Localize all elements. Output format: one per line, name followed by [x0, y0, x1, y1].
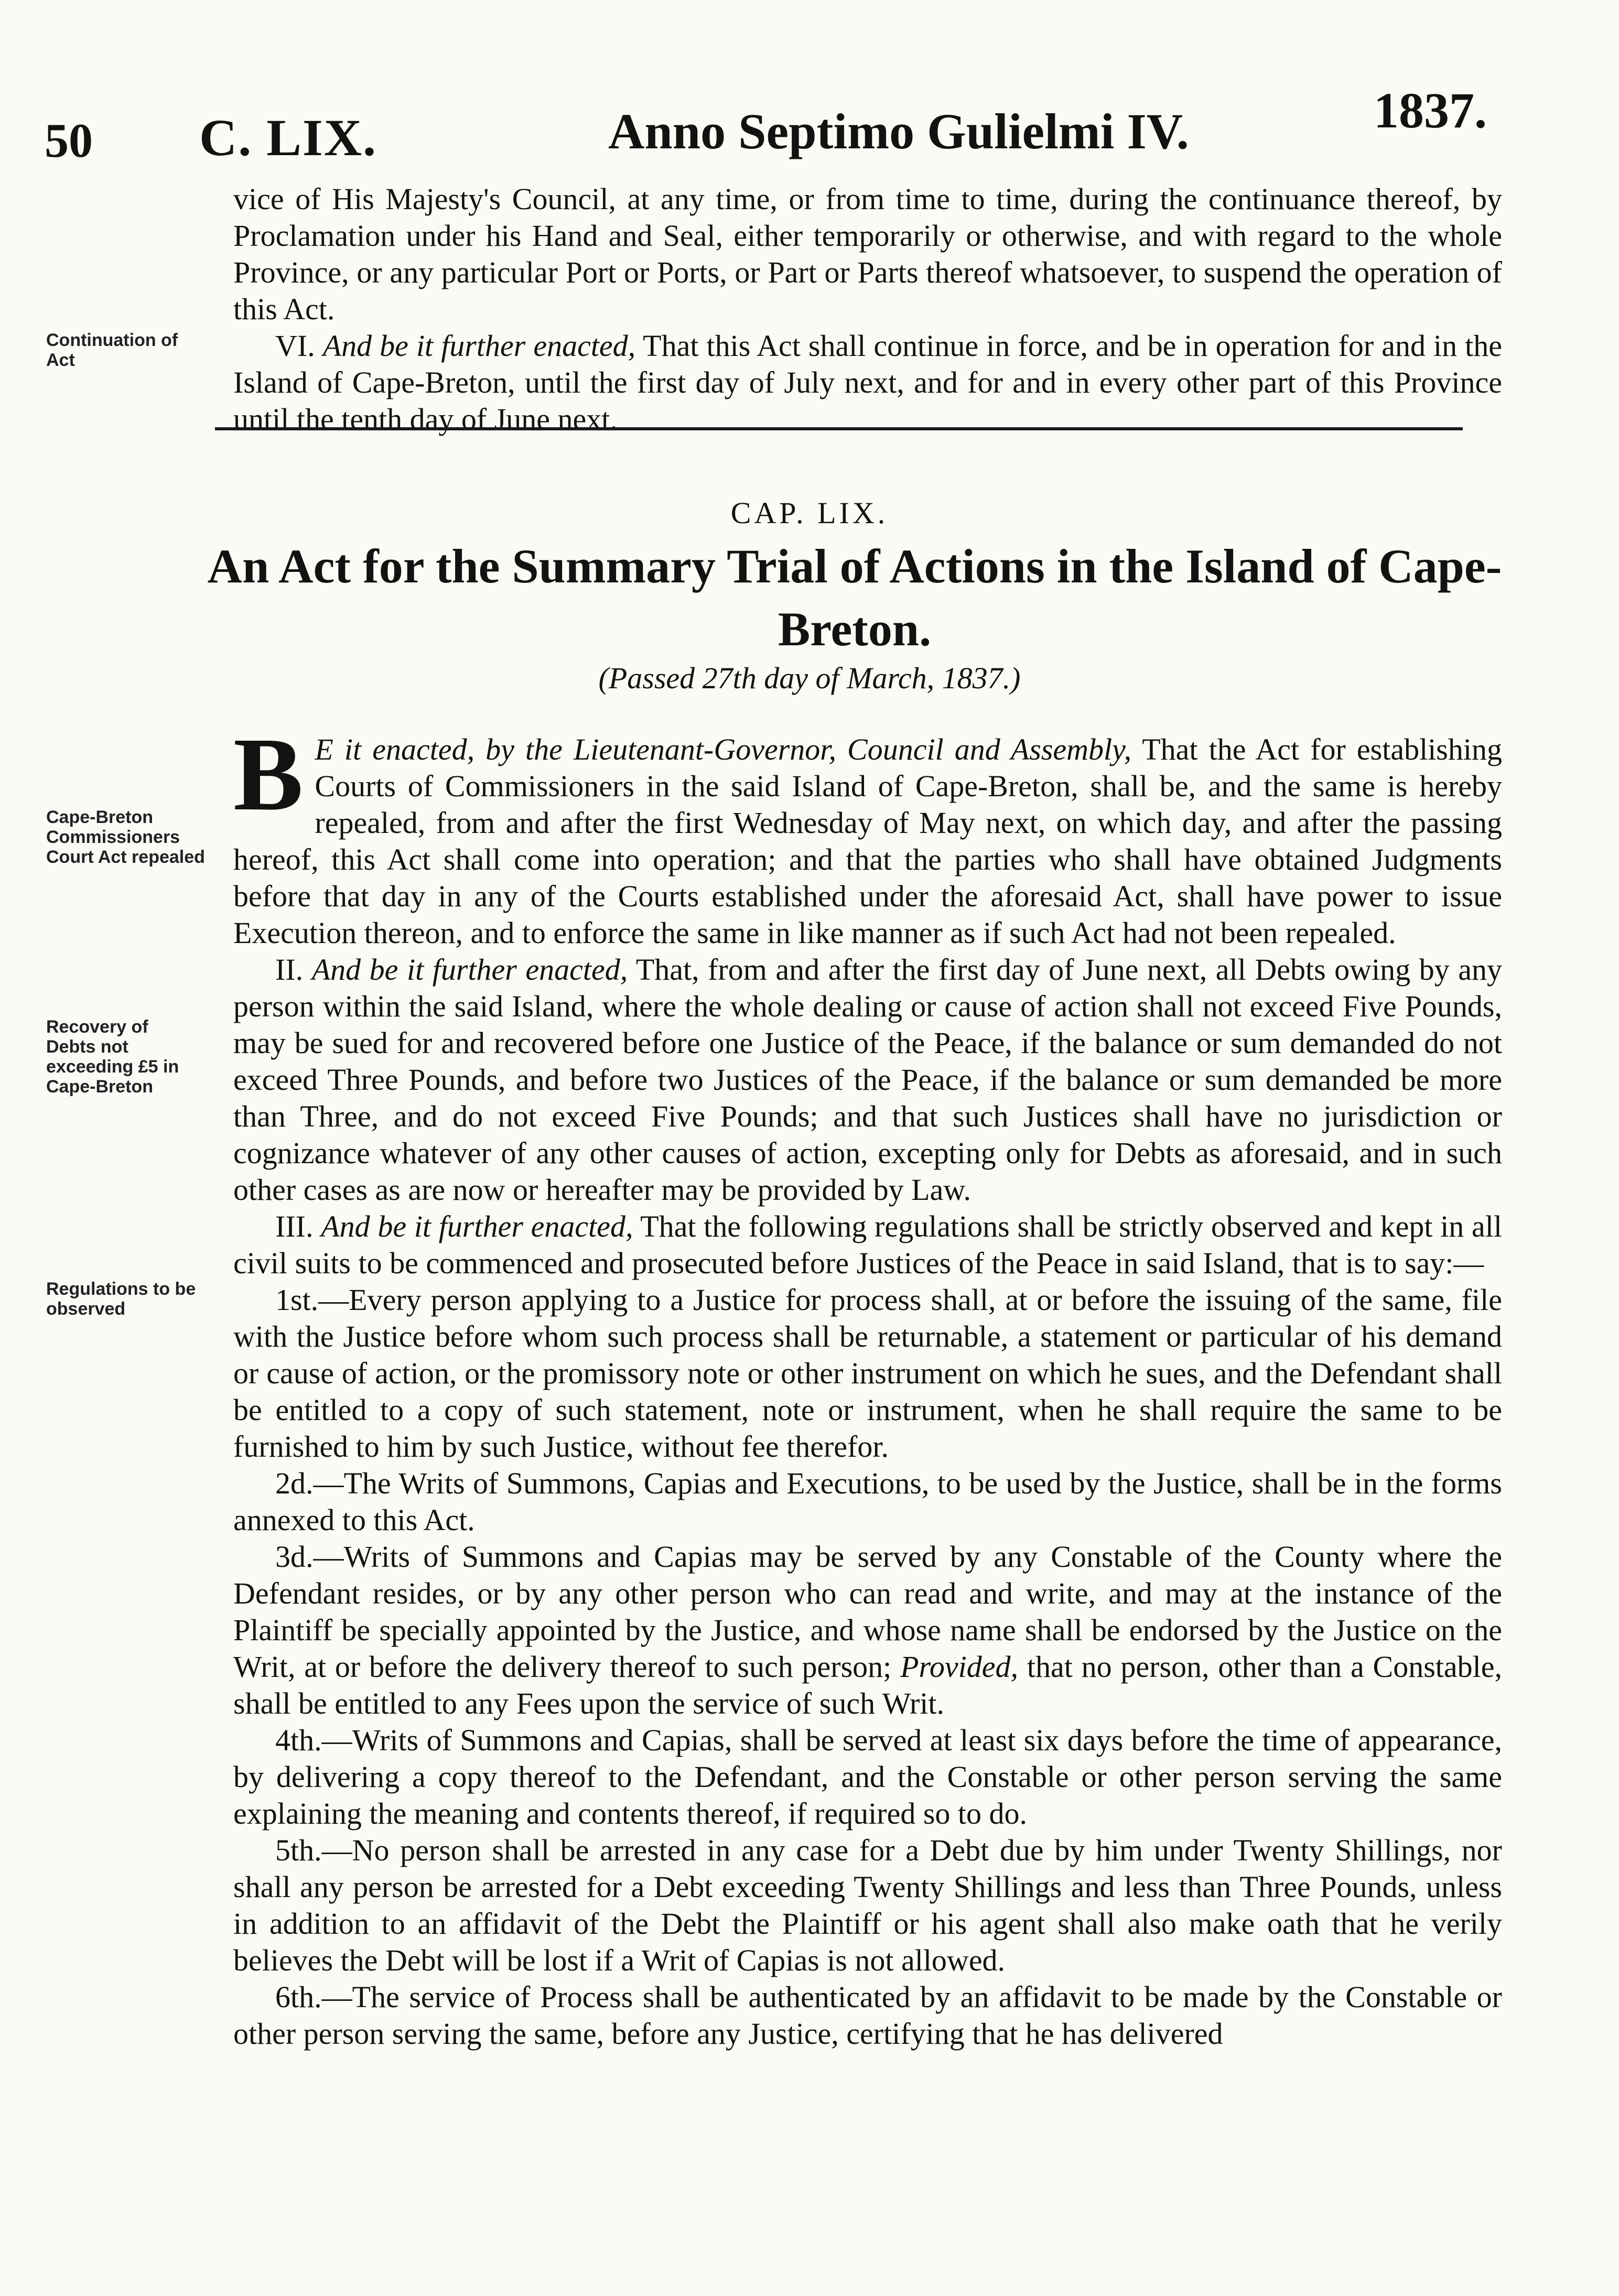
regulation-5: 5th.—No person shall be arrested in any case for a Debt due by him under Twenty Shillings, nor shall any person be arrested for a Debt exceeding Twenty Shillings and less than Three Pounds, unless in addition to an affidavit of the Debt the Plaintiff or his agent shall also make oath that he verily believes the Debt will be lost if a Writ of Capias is not allowed.	[233, 1833, 1502, 1977]
chapter-number: C. LIX.	[199, 109, 377, 167]
section-number: II.	[275, 952, 304, 987]
section-lead: And be it further enacted,	[322, 329, 636, 363]
section-3	[233, 1208, 1502, 1282]
paragraph-continuation: vice of His Majesty's Council, at any time, or from time to time, during the continuance thereof, by Proclamation under his Hand and Seal, either temporarily or otherwise, and with regard to the whole Province, or any particular Port or Ports, or Part or Parts thereof whatsoever, to suspend the operation of this Act.	[233, 182, 1502, 326]
section-1	[233, 717, 1502, 951]
running-title: Anno Septimo Gulielmi IV.	[608, 103, 1189, 159]
regulation-2: 2d.—The Writs of Summons, Capias and Executions, to be used by the Justice, shall be in the forms annexed to this Act.	[233, 1466, 1502, 1537]
enacting-clause: E it enacted, by the Lieutenant-Governor, Council and Assembly,	[315, 732, 1132, 766]
regulation-1: 1st.—Every person applying to a Justice for process shall, at or before the issuing of the same, file with the Justice before whom such process shall be returnable, a statement or particular of his demand or cause of action, or the promissory note or other instrument on which he sues, and the Defendant shall be entitled to a copy of such statement, note or instrument, when he shall require the same to be furnished to him by such Justice, without fee therefor.	[233, 1283, 1502, 1464]
page-header	[42, 82, 1489, 176]
section-number: III.	[275, 1209, 314, 1243]
proviso: Provided,	[900, 1650, 1019, 1684]
regulation-3	[233, 1539, 1502, 1722]
regulation-text: 3d.—Writs of Summons and Capias may be served by any Constable of the County where the Defendant resides, or by any other person who can read and write, and may at the instance of the Plaintiff be specially appointed by the Justice, and whose name shall be endorsed by the Justice on the Writ, at or before the delivery thereof to such person;	[233, 1540, 1502, 1684]
section-number: VI.	[275, 329, 315, 363]
regulation-6: 6th.—The service of Process shall be authenticated by an affidavit to be made by the Constable or other person serving the same, before any Justice, certifying that he has delivered	[233, 1980, 1502, 2051]
page-number: 50	[45, 114, 93, 167]
section-text: That the following regulations shall be strictly observed and kept in all civil suits to be commenced and prosecuted before Justices of the Peace in said Island, that is to say:—	[233, 1209, 1503, 1280]
section-text: That, from and after the first day of June next, all Debts owing by any person within the said Island, where the whole dealing or cause of action shall not exceed Five Pounds, may be sued for and recovered before one Justice of the Peace, if the balance or sum demanded do not exceed Three Pounds, and before two Justices of the Peace, if the balance or sum demanded be more than Three, and do not exceed Five Pounds; and that such Justices shall have no jurisdiction or cognizance whatever of any other causes of action, excepting only for Debts as aforesaid, and in such other cases as are now or hereafter may be provided by Law.	[233, 952, 1503, 1207]
header-year: 1837.	[1374, 82, 1487, 138]
sidenote-continuation: Continuation of Act	[46, 330, 178, 370]
drop-cap: B	[233, 717, 304, 832]
section-lead: And be it further enacted,	[311, 952, 628, 987]
act-title: An Act for the Summary Trial of Actions in the Island of Cape-Breton.	[207, 539, 1502, 656]
section-divider	[215, 427, 1463, 430]
regulation-4: 4th.—Writs of Summons and Capias, shall be served at least six days before the time of appearance, by delivering a copy thereof to the Defendant, and the Constable or other person serving the same explaining the meaning and contents thereof, if required so to do.	[233, 1723, 1502, 1831]
previous-act-tail	[233, 181, 1502, 438]
regulation-text-cont: that no person, other than a Constable, shall be entitled to any Fees upon the service of such Writ.	[233, 1650, 1503, 1720]
sidenote-regulations: Regulations to be observed	[46, 1279, 196, 1319]
cap-heading: CAP. LIX.	[730, 496, 889, 530]
sidenote-recovery: Recovery of Debts not exceeding £5 in Cape-Breton	[46, 1017, 179, 1097]
section-6	[233, 328, 1502, 438]
section-text: That the Act for establishing Courts of Commissioners in the said Island of Cape-Breton, shall be, and the same is hereby repealed, from and after the first Wednesday of May next, on which day, and after the passing hereof, this Act shall come into operation; and that the parties who shall have obtained Judgments before that day in any of the Courts established under the aforesaid Act, shall have power to issue Execution thereon, and to enforce the same in like manner as if such Act had not been repealed.	[233, 732, 1502, 950]
section-2	[233, 951, 1502, 1208]
passed-date: (Passed 27th day of March, 1837.)	[598, 661, 1021, 695]
sidenote-repealed: Cape-Breton Commissioners Court Act repealed	[46, 807, 205, 867]
section-lead: And be it further enacted,	[321, 1209, 633, 1243]
act-body	[233, 717, 1503, 2052]
section-text: That this Act shall continue in force, and be in operation for and in the Island of Cape-Breton, until the first day of July next, and for and in every other part of this Province until the tenth day of June next.	[233, 329, 1503, 436]
